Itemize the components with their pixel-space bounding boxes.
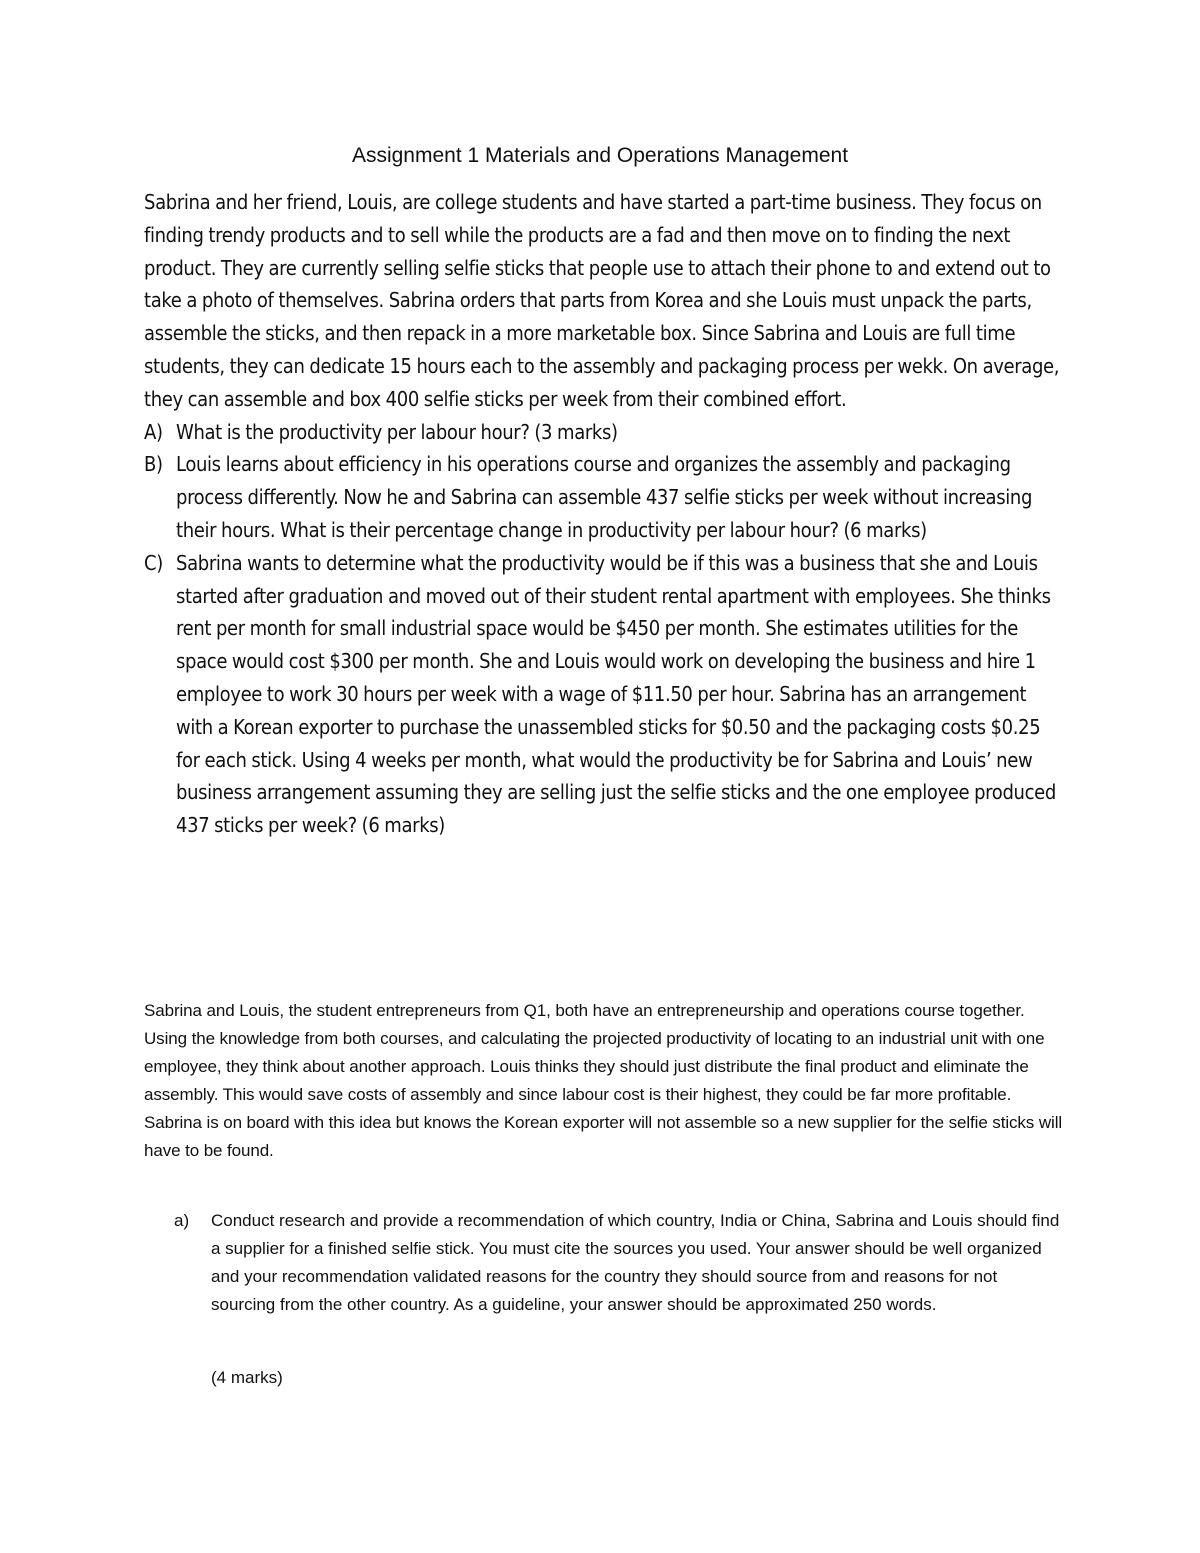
question-text: Sabrina wants to determine what the productivity would be if this was a business that she and Louis started after graduation and moved out of their student rental apartment with employees. She thinks rent per month for small industrial space would be $450 per month. She estimates utilities for the space would cost $300 per month. She and Louis would work on developing the business and hire 1 employee to work 30 hours per week with a wage of $11.50 per hour. Sabrina has an arrangement with a Korean exporter to purchase the unassembled sticks for $0.50 and the packaging costs $0.25 for each stick. Using 4 weeks per month, what would the productivity be for Sabrina and Louis’ new business arrangement assuming they are selling just the selfie sticks and the one employee produced 437 sticks per week? (6 marks) bbox=[176, 550, 1056, 838]
question-label: C) bbox=[144, 550, 163, 575]
question-1-section bbox=[144, 186, 1064, 842]
question-2-section bbox=[144, 997, 1064, 1166]
question-label: A) bbox=[144, 419, 163, 444]
question-c bbox=[144, 547, 1064, 842]
question-a bbox=[144, 416, 1064, 449]
question-b bbox=[144, 448, 1064, 546]
page-title: Assignment 1 Materials and Operations Management bbox=[351, 144, 849, 167]
part2-paragraph: Sabrina and Louis, the student entrepreneurs from Q1, both have an entrepreneurship and operations course together. Using the knowledge from both courses, and calculating the projected productivity of locating to an industrial unit with one employee, they think about another approach. Louis thinks they should just distribute the final product and eliminate the assembly. This would save costs of assembly and since labour cost is their highest, they could be far more profitable. Sabrina is on board with this idea but knows the Korean exporter will not assemble so a new supplier for the selfie sticks will have to be found. bbox=[144, 1001, 1063, 1161]
subquestion-a bbox=[174, 1207, 1064, 1319]
question-text: What is the productivity per labour hour? (3 marks) bbox=[176, 419, 618, 444]
subquestion-label: a) bbox=[174, 1211, 190, 1230]
intro-paragraph: Sabrina and her friend, Louis, are college students and have started a part-time business. They focus on finding trendy products and to sell while the products are a fad and then move on to finding the next product. They are currently selling selfie sticks that people use to attach their phone to and extend out to take a photo of themselves. Sabrina orders that parts from Korea and she Louis must unpack the parts, assemble the sticks, and then repack in a more marketable box. Since Sabrina and Louis are full time students, they can dedicate 15 hours each to the assembly and packaging process per wekk. On average, they can assemble and box 400 selfie sticks per week from their combined effort. bbox=[144, 190, 1060, 411]
subquestion-marks: (4 marks) bbox=[211, 1368, 283, 1387]
question-text: Louis learns about efficiency in his operations course and organizes the assembly and packaging process differently. Now he and Sabrina can assemble 437 selfie sticks per week without increasing their hours. What is their percentage change in productivity per labour hour? (6 marks) bbox=[176, 452, 1033, 542]
subquestion-text: Conduct research and provide a recommendation of which country, India or China, Sabrina and Louis should find a supplier for a finished selfie stick. You must cite the sources you used. Your answer should be well organized and your recommendation validated reasons for the country they should source from and reasons for not sourcing from the other country. As a guideline, your answer should be approximated 250 words. bbox=[211, 1211, 1060, 1315]
question-label: B) bbox=[144, 452, 163, 477]
